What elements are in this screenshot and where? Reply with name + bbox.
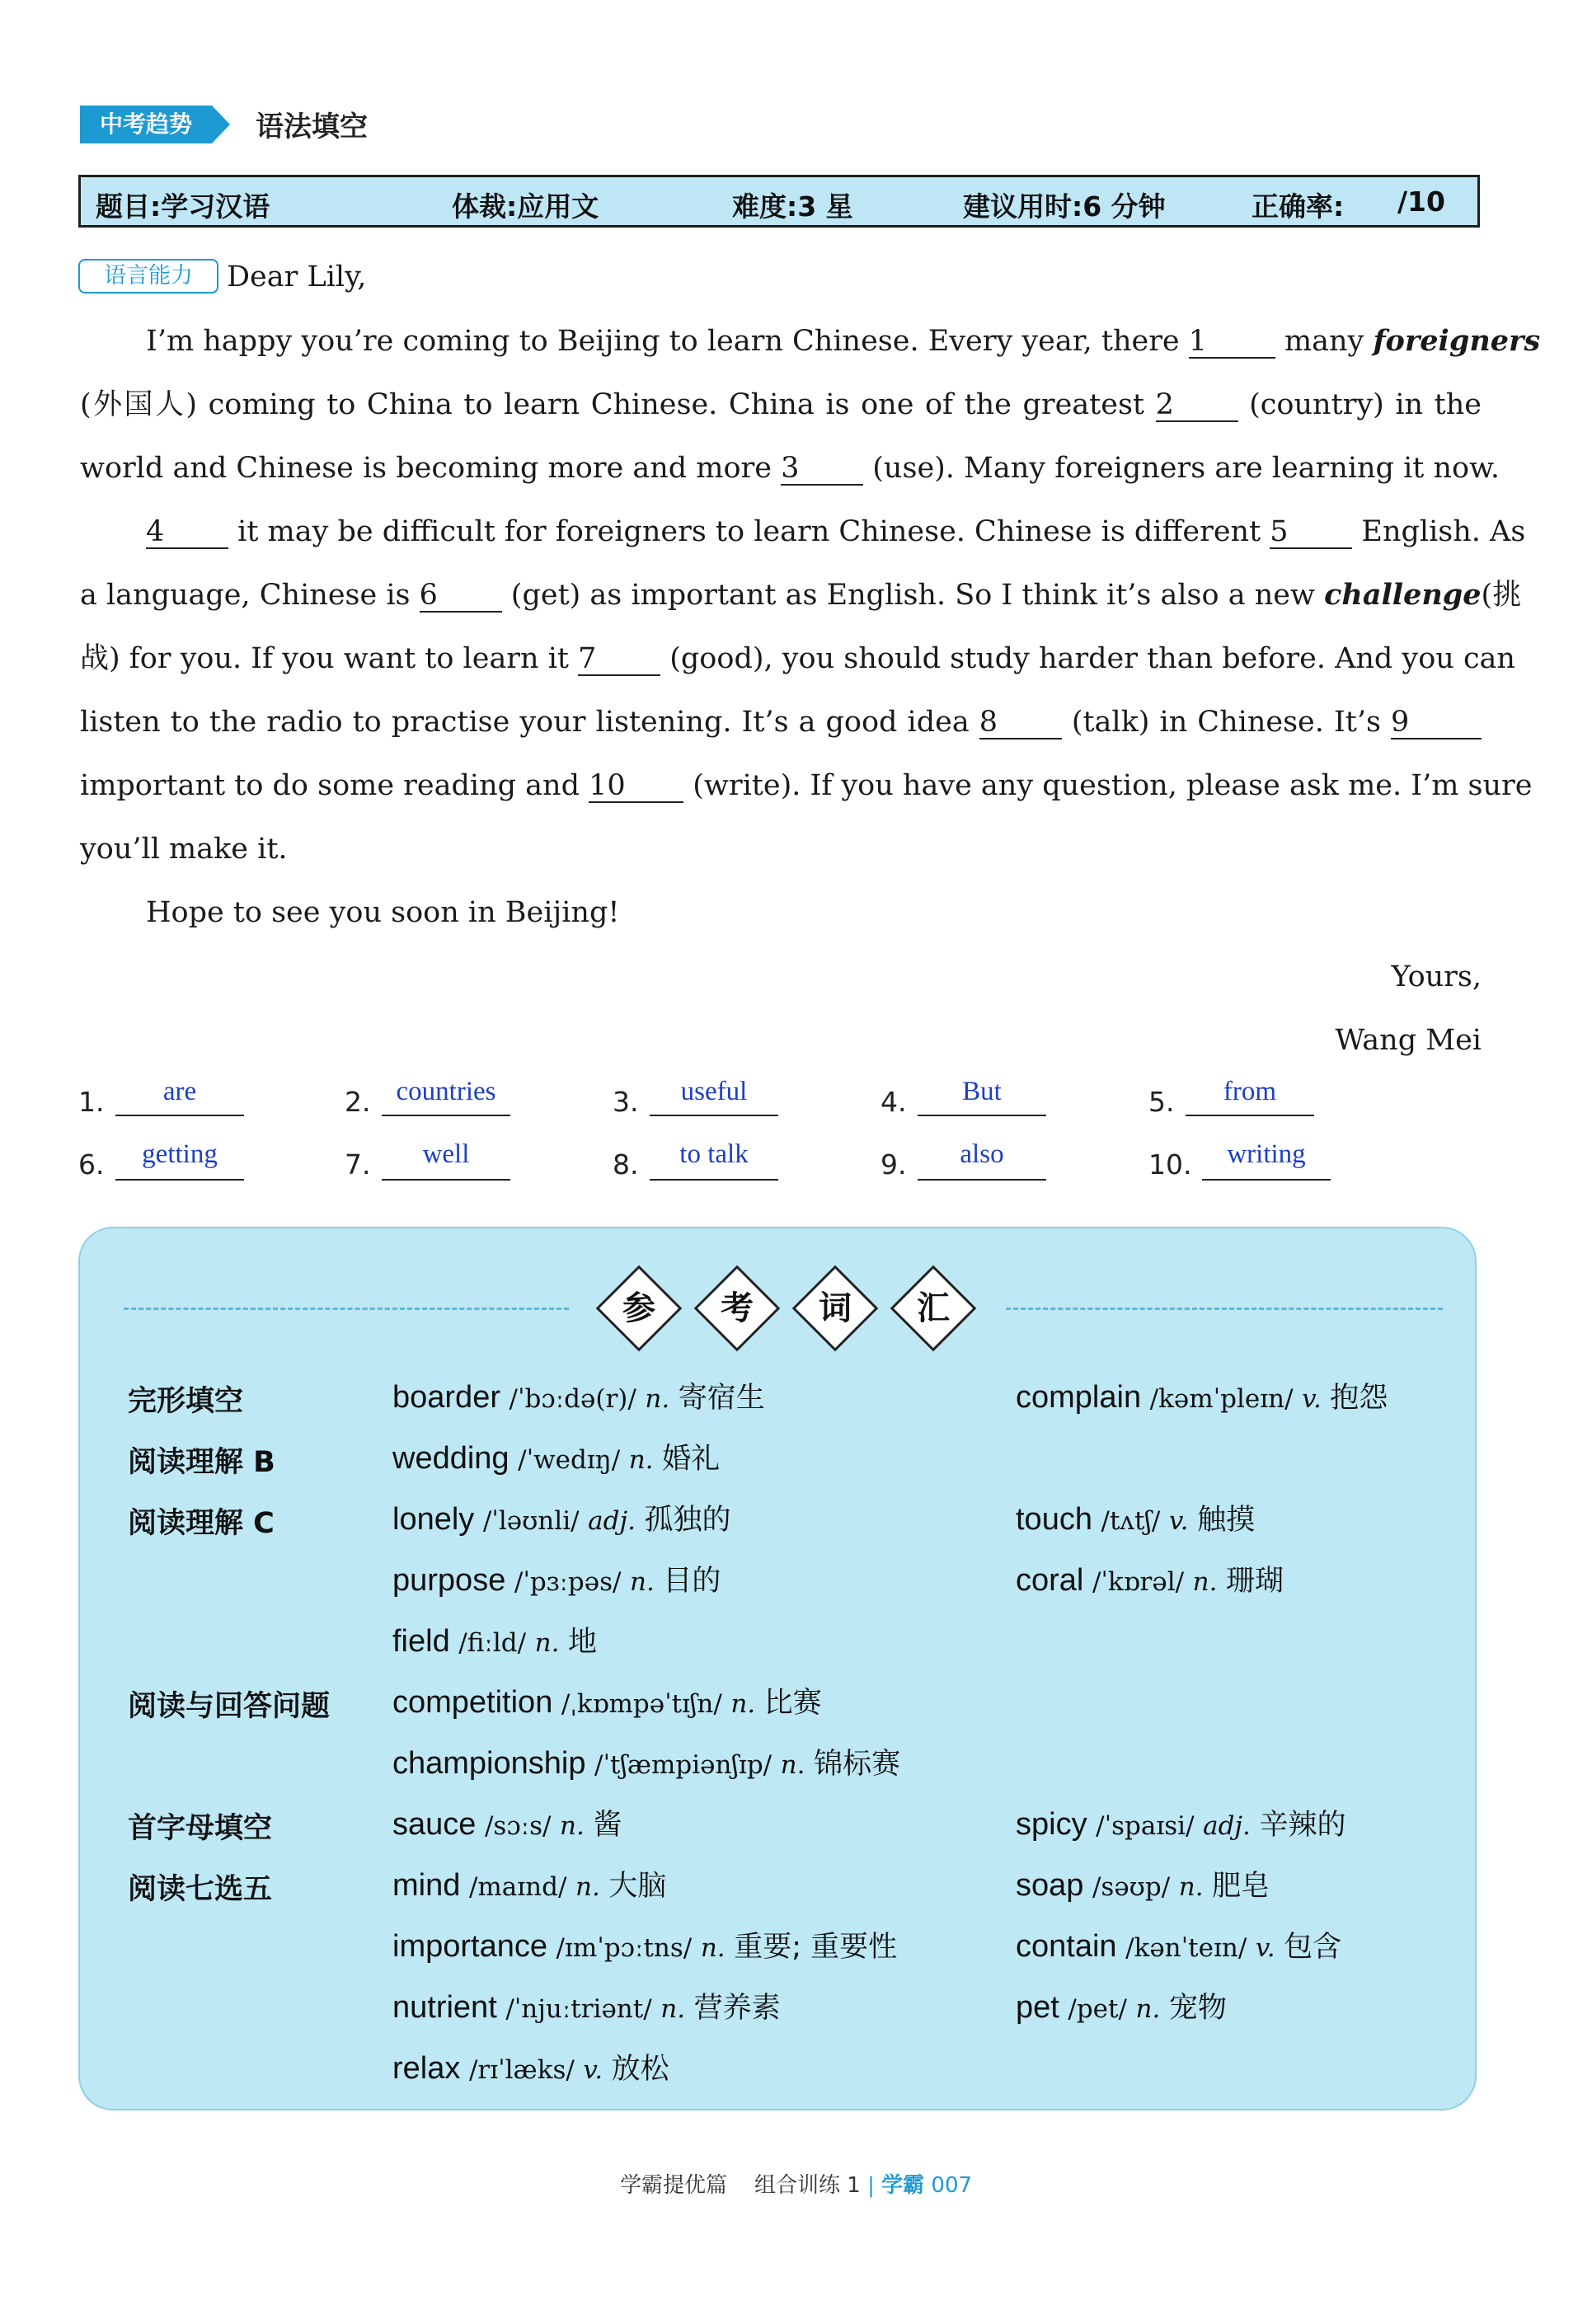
text: (use). Many foreigners are learning it now.: [872, 452, 1500, 485]
answer-num: 2.: [345, 1086, 371, 1118]
vocab-entry: purpose /ˈpɜːpəs/ n. 目的: [392, 1563, 721, 1598]
answer-line: [650, 1179, 778, 1181]
text: listen to the radio to practise your listening. It’s a good idea: [80, 706, 970, 739]
text: I’m happy you’re coming to Beijing to learn Chinese. Every year, there: [146, 325, 1180, 358]
passage-line-3: [80, 450, 1500, 486]
vocab-category: 阅读与回答问题: [128, 1690, 331, 1723]
vocab-entry: relax /rɪˈlæks/ v. 放松: [392, 2051, 669, 2086]
vocab-category: 完形填空: [128, 1385, 244, 1418]
text: foreigners: [1373, 324, 1541, 358]
greeting: Dear Lily,: [227, 261, 367, 293]
blank-1[interactable]: 1: [1189, 326, 1275, 359]
answer-num: 1.: [78, 1086, 105, 1118]
blank-5[interactable]: 5: [1270, 516, 1352, 549]
answer-value[interactable]: useful: [680, 1077, 748, 1106]
text: (挑: [1481, 579, 1522, 612]
answer-line: [382, 1179, 510, 1181]
text: it may be difficult for foreigners to learn Chinese. Chinese is different: [237, 515, 1261, 548]
vocab-entry: coral /ˈkɒrəl/ n. 珊瑚: [1016, 1563, 1284, 1598]
signature: Wang Mei: [1335, 1024, 1482, 1057]
passage-line-2: [80, 387, 1482, 423]
answer-line: [1186, 1115, 1314, 1116]
passage-line-7: [80, 704, 1482, 740]
blank-9[interactable]: 9: [1391, 707, 1482, 739]
answer-line: [115, 1179, 244, 1181]
vocab-entry: competition /ˌkɒmpəˈtɪʃn/ n. 比赛: [392, 1685, 822, 1720]
text: (good), you should study harder than before. And you can: [669, 642, 1515, 675]
answer-num: 4.: [881, 1086, 907, 1118]
vocab-entry: wedding /ˈwedɪŋ/ n. 婚礼: [392, 1441, 721, 1476]
vocab-category: 首字母填空: [128, 1812, 273, 1845]
section-title: 语法填空: [256, 110, 368, 143]
text: a language, Chinese is: [80, 579, 411, 612]
answer-line: [650, 1115, 778, 1116]
vocab-entry: pet /pet/ n. 宠物: [1016, 1990, 1227, 2025]
vocab-entry: touch /tʌtʃ/ v. 触摸: [1016, 1502, 1256, 1537]
vocab-entry: soap /səʊp/ n. 肥皂: [1016, 1868, 1270, 1903]
vocab-entry: championship /ˈtʃæmpiənʃɪp/ n. 锦标赛: [392, 1746, 901, 1781]
passage-line-6: [80, 641, 1515, 677]
passage-line-1: [146, 323, 1541, 359]
text: English. As: [1361, 515, 1526, 548]
answer-num: 7.: [345, 1148, 371, 1181]
vocab-title-char: 汇: [917, 1289, 950, 1327]
skill-tag: 语言能力: [78, 259, 218, 293]
tag-arrow-icon: [212, 106, 230, 143]
text: world and Chinese is becoming more and more: [80, 452, 772, 485]
page-number: 007: [931, 2173, 973, 2198]
text: (get) as important as English. So I think it’s also a new: [510, 579, 1315, 612]
answer-line: [1202, 1179, 1331, 1181]
info-accuracy: 正确率:: [1252, 190, 1345, 223]
blank-2[interactable]: 2: [1156, 389, 1238, 422]
blank-10[interactable]: 10: [589, 770, 683, 803]
answer-value[interactable]: from: [1223, 1077, 1277, 1106]
vocab-entry: sauce /sɔːs/ n. 酱: [392, 1807, 622, 1842]
text: (country) in the: [1249, 388, 1482, 421]
vocab-entry: lonely /ˈləʊnli/ adj. 孤独的: [392, 1502, 731, 1537]
blank-6[interactable]: 6: [420, 580, 502, 613]
closing: Yours,: [1391, 960, 1482, 993]
footer-book: 学霸提优篇: [619, 2173, 727, 2198]
vocab-entry: importance /ɪmˈpɔːtns/ n. 重要; 重要性: [392, 1929, 898, 1964]
text: 战) for you. If you want to learn it: [80, 642, 569, 675]
answer-line: [115, 1115, 244, 1116]
passage-line-9: you’ll make it.: [80, 833, 288, 866]
vocab-title-char: 词: [819, 1289, 852, 1327]
answer-num: 6.: [78, 1148, 105, 1181]
answer-value[interactable]: countries: [396, 1077, 496, 1106]
answer-value[interactable]: writing: [1227, 1139, 1306, 1169]
answer-value[interactable]: getting: [142, 1139, 218, 1169]
info-topic: 题目:学习汉语: [96, 190, 270, 223]
section-tag: 中考趋势: [80, 106, 212, 143]
answer-num: 8.: [613, 1148, 639, 1181]
vocab-entry: mind /maɪnd/ n. 大脑: [392, 1868, 667, 1903]
vocab-entry: nutrient /ˈnjuːtriənt/ n. 营养素: [392, 1990, 781, 2025]
divider: [1006, 1308, 1443, 1310]
info-accuracy-total: /10: [1397, 185, 1445, 218]
vocab-entry: contain /kənˈteɪn/ v. 包含: [1016, 1929, 1342, 1964]
vocab-title-char: 参: [622, 1289, 655, 1327]
answer-value[interactable]: well: [422, 1139, 470, 1169]
divider: [124, 1308, 569, 1310]
answer-line: [918, 1179, 1046, 1181]
text: (write). If you have any question, please ask me. I’m sure: [693, 769, 1533, 802]
vocab-panel: [78, 1227, 1477, 2110]
answer-num: 5.: [1148, 1086, 1175, 1118]
blank-7[interactable]: 7: [578, 643, 660, 676]
vocab-entry: complain /kəmˈpleɪn/ v. 抱怨: [1016, 1380, 1388, 1415]
vocab-category: 阅读理解 B: [128, 1446, 275, 1479]
answer-num: 3.: [613, 1086, 639, 1118]
vocab-entry: field /fiːld/ n. 地: [392, 1624, 598, 1659]
text: important to do some reading and: [80, 769, 580, 802]
info-time: 建议用时:6 分钟: [963, 190, 1166, 223]
answer-num: 10.: [1148, 1148, 1192, 1181]
text: many: [1284, 325, 1364, 358]
vocab-entry: boarder /ˈbɔːdə(r)/ n. 寄宿生: [392, 1380, 765, 1415]
vocab-entry: spicy /ˈspaɪsi/ adj. 辛辣的: [1016, 1807, 1346, 1842]
text: challenge: [1324, 578, 1482, 612]
answer-line: [918, 1115, 1046, 1116]
info-bar: [78, 175, 1480, 228]
answer-value[interactable]: are: [162, 1077, 197, 1106]
info-difficulty: 难度:3 星: [732, 190, 853, 223]
vocab-title-char: 考: [721, 1289, 754, 1327]
passage-line-4: [146, 514, 1526, 550]
answer-line: [382, 1115, 510, 1116]
blank-3[interactable]: 3: [781, 453, 863, 486]
answer-value[interactable]: But: [962, 1077, 1002, 1106]
blank-4[interactable]: 4: [146, 516, 228, 549]
text: (talk) in Chinese. It’s: [1071, 706, 1381, 739]
blank-8[interactable]: 8: [979, 707, 1062, 739]
info-genre: 体裁:应用文: [452, 190, 599, 223]
text: (外国人) coming to China to learn Chinese. China is one of the greatest: [80, 388, 1144, 421]
page-footer: 学霸提优篇 组合训练 1 | 学霸 007: [619, 2173, 973, 2198]
answer-value[interactable]: to talk: [679, 1139, 749, 1169]
footer-brand: 学霸: [881, 2173, 925, 2198]
passage-closing-para: Hope to see you soon in Beijing!: [146, 896, 620, 929]
answer-num: 9.: [881, 1148, 907, 1181]
passage-line-8: [80, 768, 1533, 804]
answer-value[interactable]: also: [960, 1139, 1004, 1169]
passage-line-5: [80, 577, 1522, 613]
vocab-category: 阅读理解 C: [128, 1507, 275, 1540]
vocab-category: 阅读七选五: [128, 1873, 273, 1906]
footer-unit: 组合训练 1: [754, 2173, 861, 2198]
